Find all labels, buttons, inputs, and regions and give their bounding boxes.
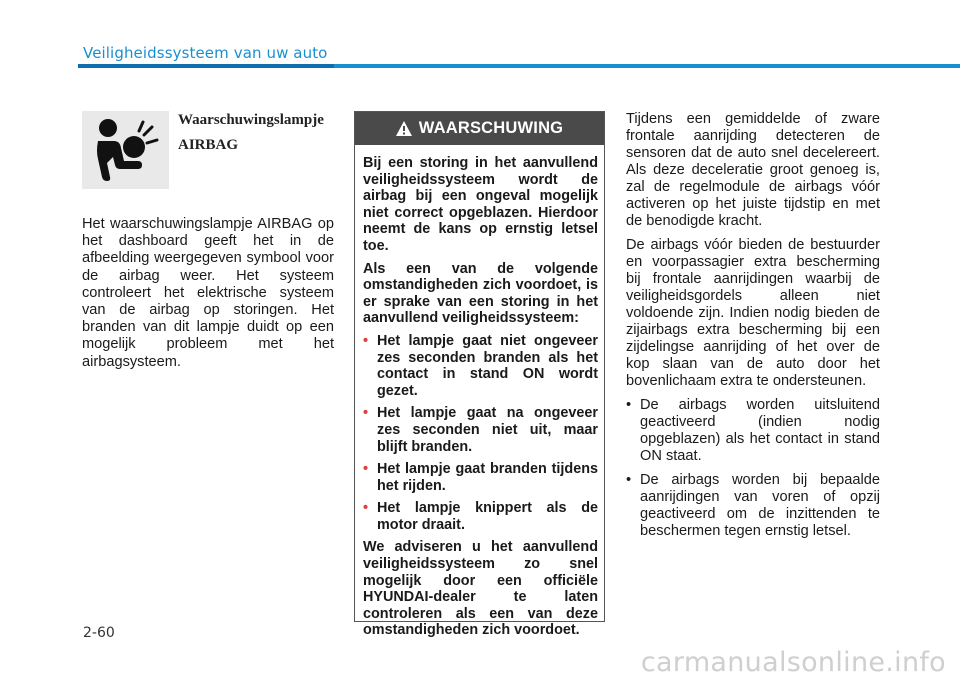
right-column bbox=[626, 111, 880, 547]
list-item: • Het lampje gaat niet ongeveer zes seconden branden als het contact in stand ON wordt gezet. bbox=[363, 332, 598, 399]
section-title: Veiligheidssysteem van uw auto bbox=[83, 44, 328, 62]
bullet-icon: • bbox=[363, 405, 369, 422]
watermark: carmanualsonline.info bbox=[640, 647, 946, 678]
bullet-icon: • bbox=[363, 461, 369, 478]
warning-intro: Bij een storing in het aanvullend veiligheidssysteem wordt de airbag bij een ongeval mogelijk niet correct opgeblazen. Hierdoor neemt de kans op ernstig letsel toe. bbox=[363, 155, 598, 254]
bullet-icon: • bbox=[363, 500, 369, 517]
header-rule bbox=[78, 64, 960, 68]
warning-body bbox=[355, 145, 604, 639]
lamp-title-line1: Waarschuwingslampje bbox=[178, 112, 324, 128]
warning-header bbox=[355, 112, 604, 145]
lamp-title bbox=[178, 108, 324, 158]
right-bullet-list bbox=[626, 397, 880, 540]
bullet-icon: • bbox=[363, 332, 369, 349]
warning-triangle-icon bbox=[396, 121, 412, 136]
list-item: • Het lampje knippert als de motor draait. bbox=[363, 500, 598, 533]
list-item: • Het lampje gaat na ongeveer zes seconden niet uit, maar blijft branden. bbox=[363, 405, 598, 455]
list-item: • De airbags worden bij bepaalde aanrijdingen van voren of opzij geactiveerd om de inzittenden te beschermen tegen ernstig letsel. bbox=[626, 472, 880, 539]
bullet-icon: • bbox=[626, 397, 632, 413]
lamp-title-line2: AIRBAG bbox=[178, 137, 239, 153]
airbag-icon-box bbox=[82, 111, 169, 189]
warning-conditions-intro: Als een van de volgende omstandigheden zich voordoet, is er sprake van een storing in het aanvullend veiligheidssysteem: bbox=[363, 260, 598, 327]
list-item: • Het lampje gaat branden tijdens het rijden. bbox=[363, 461, 598, 494]
airbag-warning-icon bbox=[92, 117, 160, 183]
warning-title: WAARSCHUWING bbox=[418, 119, 564, 137]
right-paragraph-1: Tijdens een gemiddelde of zware frontale aanrijding detecteren de sensoren dat de auto snel decelereert. Als deze deceleratie groot genoeg is, zal de regelmodule de airbags vóór activeren op het juiste tijdstip en met de benodigde kracht. bbox=[626, 111, 880, 229]
warning-box bbox=[354, 111, 605, 639]
right-paragraph-2: De airbags vóór bieden de bestuurder en voorpassagier extra bescherming bij frontale aanrijdingen waarbij de veiligheidsgordels alleen niet voldoende zijn. Indien nodig bieden de zijairbags extra bescherming bij een zijdelingse aanrijding of het over de kop slaan van de auto door het bovenlichaam extra te ondersteunen. bbox=[626, 237, 880, 389]
warning-conditions-list bbox=[363, 333, 598, 534]
bullet-icon: • bbox=[626, 472, 632, 488]
airbag-lamp-description: Het waarschuwingslampje AIRBAG op het dashboard geeft het in de afbeelding weergegeven symbool voor de airbag weer. Het systeem controleert het elektrische systeem van de airbag op storingen. Het branden van dit lampje duidt op een mogelijk probleem met het airbagsysteem. bbox=[82, 216, 334, 370]
page-number: 2-60 bbox=[83, 625, 115, 641]
list-item: • De airbags worden uitsluitend geactiveerd (indien nodig opgeblazen) als het contact in stand ON staat. bbox=[626, 397, 880, 464]
warning-advice: We adviseren u het aanvullend veiligheidssysteem zo snel mogelijk door een officiële HYUNDAI-dealer te laten controleren als een van deze omstandigheden zich voordoet. bbox=[363, 539, 598, 639]
